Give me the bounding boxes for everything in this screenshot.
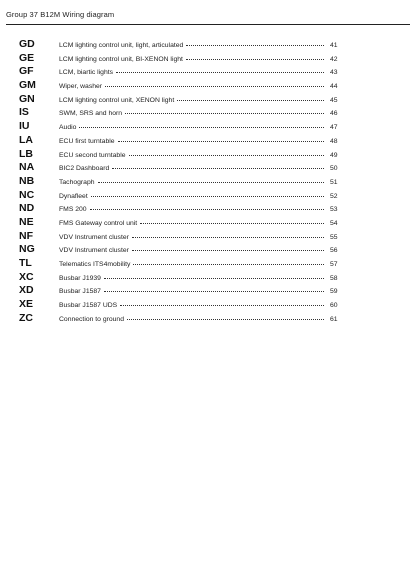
- toc-entry[interactable]: [19, 189, 344, 203]
- toc-dot-leader: [91, 196, 324, 197]
- toc-dot-leader: [104, 291, 324, 292]
- toc-entry[interactable]: [19, 202, 344, 216]
- toc-entry[interactable]: [19, 65, 344, 79]
- toc-entry[interactable]: [19, 175, 344, 189]
- toc-entry-code: LB: [19, 147, 33, 160]
- toc-dot-leader: [120, 305, 324, 306]
- toc-entry-title: BIC2 Dashboard: [59, 165, 110, 173]
- toc-entry-page: 42: [330, 55, 338, 63]
- toc-dot-leader: [132, 250, 324, 251]
- toc-entry-page: 57: [330, 261, 338, 268]
- toc-entry-code: GN: [19, 92, 35, 105]
- toc-entry[interactable]: [19, 243, 344, 257]
- toc-entry[interactable]: [19, 134, 344, 148]
- toc-entry-title: Connection to ground: [59, 315, 124, 323]
- toc-dot-leader: [186, 59, 324, 60]
- toc-entry-page: 54: [330, 219, 338, 227]
- toc-entry[interactable]: [19, 106, 344, 120]
- toc-dot-leader: [112, 168, 324, 169]
- toc-entry-page: 43: [330, 69, 338, 77]
- toc-entry-title: ECU first turntable: [59, 137, 115, 145]
- toc-entry-code: ND: [19, 202, 35, 215]
- toc-entry[interactable]: [19, 93, 344, 107]
- toc-entry-code: GD: [19, 38, 35, 50]
- page-header-title: Group 37 B12M Wiring diagram: [6, 10, 115, 19]
- toc-entry-title: Busbar J1587 UDS: [59, 302, 118, 310]
- toc-entry-code: GM: [19, 79, 36, 92]
- toc-entry[interactable]: [19, 79, 344, 93]
- toc-dot-leader: [177, 100, 324, 101]
- toc-dot-leader: [125, 113, 324, 114]
- toc-dot-leader: [129, 155, 325, 156]
- toc-dot-leader: [118, 141, 324, 142]
- toc-entry-title: Wiper, washer: [59, 83, 103, 91]
- toc-entry-page: 45: [330, 96, 338, 104]
- toc-entry[interactable]: [19, 120, 344, 134]
- toc-entry-title: SWM, SRS and horn: [59, 110, 123, 118]
- toc-entry-code: TL: [19, 257, 32, 269]
- toc-entry-code: NA: [19, 161, 35, 174]
- toc-dot-leader: [79, 127, 324, 128]
- toc-entry[interactable]: [19, 52, 344, 66]
- toc-entry-title: Busbar J1587: [59, 288, 101, 296]
- toc-entry-code: IU: [19, 120, 30, 133]
- toc-dot-leader: [116, 72, 324, 73]
- toc-entry-code: LA: [19, 133, 33, 146]
- toc-entry-page: 48: [330, 137, 338, 145]
- toc-dot-leader: [90, 209, 324, 210]
- toc-dot-leader: [132, 237, 324, 238]
- toc-dot-leader: [140, 223, 324, 224]
- toc-entry[interactable]: [19, 161, 344, 175]
- toc-entry[interactable]: [19, 271, 344, 285]
- toc-entry-title: LCM lighting control unit, light, articulated: [59, 42, 184, 49]
- toc-entry-code: XD: [19, 284, 34, 297]
- toc-entry-code: IS: [19, 106, 29, 119]
- toc-entry[interactable]: [19, 230, 344, 244]
- toc-entry-title: Dynafleet: [59, 192, 88, 200]
- toc-entry-page: 49: [330, 151, 338, 159]
- toc-entry-page: 55: [330, 233, 338, 241]
- toc-dot-leader: [98, 182, 324, 183]
- toc-entry-code: GE: [19, 51, 35, 64]
- toc-entry-page: 59: [330, 288, 338, 296]
- table-of-contents: [19, 38, 344, 325]
- toc-entry-page: 50: [330, 165, 338, 173]
- toc-dot-leader: [127, 319, 324, 320]
- header-divider: [6, 24, 410, 25]
- toc-entry-title: ECU second turntable: [59, 151, 126, 159]
- toc-entry-code: GF: [19, 65, 34, 78]
- toc-entry-title: VDV Instrument cluster: [59, 233, 129, 241]
- toc-entry-title: Busbar J1939: [59, 274, 101, 282]
- toc-entry-code: NC: [19, 188, 35, 201]
- toc-entry-title: VDV Instrument cluster: [59, 247, 129, 255]
- toc-entry[interactable]: [19, 298, 344, 312]
- toc-entry[interactable]: [19, 312, 344, 326]
- toc-dot-leader: [133, 264, 324, 265]
- toc-entry-code: NG: [19, 243, 35, 256]
- toc-entry[interactable]: [19, 284, 344, 298]
- toc-entry-title: LCM lighting control unit, BI-XENON light: [59, 55, 183, 63]
- toc-entry-title: LCM lighting control unit, XENON light: [59, 96, 175, 104]
- toc-entry-code: NF: [19, 229, 33, 242]
- toc-dot-leader: [186, 45, 324, 46]
- toc-entry-title: Tachograph: [59, 178, 95, 186]
- toc-entry-page: 56: [330, 247, 338, 255]
- toc-entry-title: LCM, biartic lights: [59, 69, 114, 77]
- toc-entry[interactable]: [19, 257, 344, 271]
- toc-entry-code: ZC: [19, 311, 33, 324]
- toc-entry-page: 47: [330, 124, 338, 132]
- toc-entry[interactable]: [19, 216, 344, 230]
- toc-entry-code: NB: [19, 174, 35, 187]
- toc-entry-code: XC: [19, 270, 34, 283]
- toc-entry-page: 46: [330, 110, 338, 118]
- toc-entry[interactable]: [19, 38, 344, 52]
- toc-entry-page: 51: [330, 178, 338, 186]
- toc-entry-page: 41: [330, 42, 338, 49]
- toc-dot-leader: [104, 278, 324, 279]
- toc-entry-page: 58: [330, 274, 338, 282]
- toc-entry-code: NE: [19, 215, 34, 228]
- toc-entry-title: Telematics ITS4mobility: [59, 261, 131, 268]
- toc-entry-title: Audio: [59, 124, 77, 132]
- toc-dot-leader: [105, 86, 324, 87]
- toc-entry-title: FMS Gateway control unit: [59, 219, 138, 227]
- toc-entry-page: 61: [330, 315, 338, 323]
- toc-entry-page: 52: [330, 192, 338, 200]
- toc-entry-code: XE: [19, 298, 34, 311]
- toc-entry-title: FMS 200: [59, 206, 87, 214]
- toc-entry-page: 53: [330, 206, 338, 214]
- toc-entry[interactable]: [19, 148, 344, 162]
- toc-entry-page: 60: [330, 302, 338, 310]
- toc-entry-page: 44: [330, 83, 338, 91]
